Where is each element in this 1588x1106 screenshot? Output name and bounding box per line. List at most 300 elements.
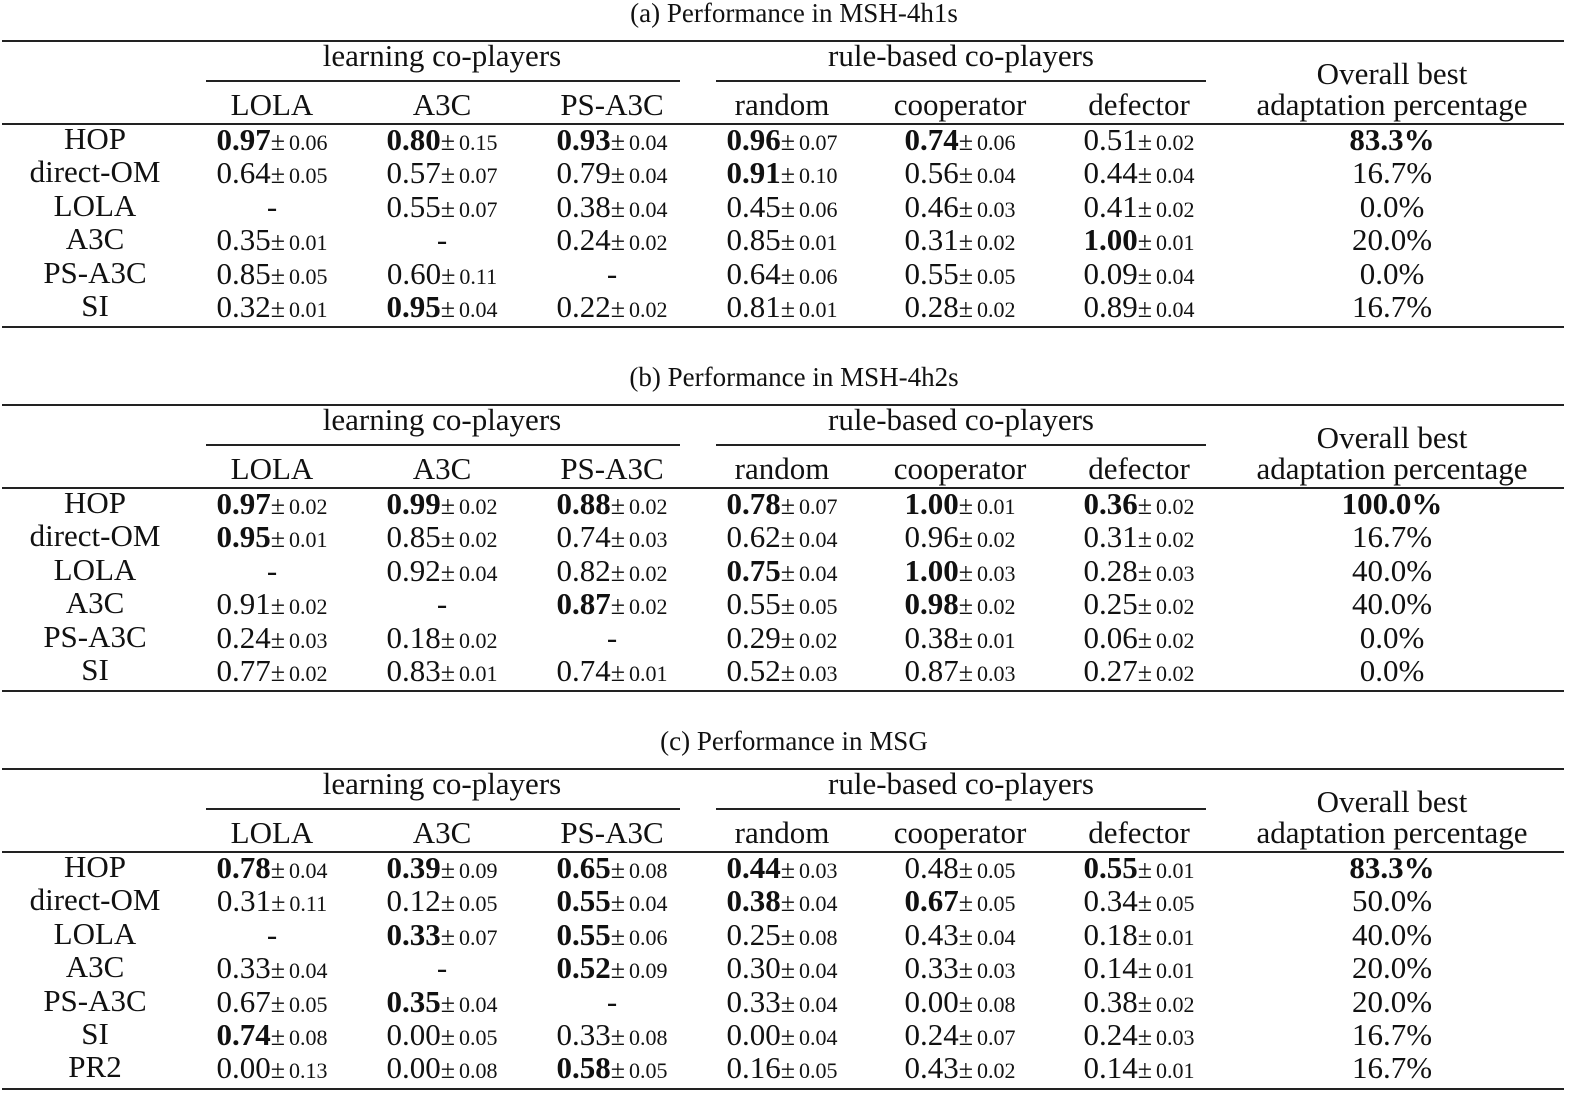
value-cell (726, 289, 837, 330)
mean-value: 0.55 (386, 188, 441, 224)
mean-value-best: 0.38 (726, 883, 781, 919)
plus-minus-sign: ± (780, 227, 796, 257)
mean-value: 0.16 (726, 1050, 781, 1086)
mean-value-best: 0.55 (556, 883, 611, 919)
std-value: 0.05 (1156, 891, 1195, 917)
mean-value-best: 0.88 (556, 486, 611, 521)
mean-value: 0.38 (556, 188, 611, 224)
plus-minus-sign: ± (1137, 988, 1153, 1018)
mean-value: 0.55 (904, 255, 959, 291)
plus-minus-sign: ± (780, 988, 796, 1018)
plus-minus-sign: ± (780, 524, 796, 554)
mean-value: 0.56 (904, 155, 959, 191)
column-header-a3c: A3C (412, 87, 472, 122)
std-value: 0.05 (977, 891, 1016, 917)
std-value: 0.02 (629, 230, 668, 256)
table-row (0, 221, 1588, 258)
plus-minus-sign: ± (780, 855, 796, 884)
mean-value: 0.00 (726, 1017, 781, 1052)
std-value: 0.11 (459, 263, 498, 289)
std-value: 0.05 (289, 163, 328, 189)
value-cell (556, 1050, 667, 1091)
plus-minus-sign: ± (610, 591, 626, 621)
group-underline-rule-based (716, 808, 1206, 810)
row-label: PS-A3C (43, 982, 147, 1018)
std-value: 0.08 (629, 1025, 668, 1050)
mean-value-best: 0.80 (386, 122, 441, 157)
row-label: A3C (65, 221, 125, 257)
std-value: 0.05 (289, 263, 328, 289)
plus-minus-sign: ± (958, 193, 974, 223)
plus-minus-sign: ± (270, 591, 286, 621)
mean-value: 0.18 (386, 619, 441, 655)
mean-value: 0.74 (556, 653, 611, 688)
plus-minus-sign: ± (610, 193, 626, 223)
std-value: 0.01 (1156, 858, 1195, 883)
plus-minus-sign: ± (958, 624, 974, 654)
plus-minus-sign: ± (1137, 491, 1153, 520)
column-header-random: random (734, 87, 830, 122)
std-value: 0.03 (1156, 1025, 1195, 1050)
bottom-rule (2, 690, 1564, 692)
mean-value: 0.67 (216, 983, 271, 1019)
mean-value: 0.24 (216, 619, 271, 655)
std-value: 0.07 (459, 196, 498, 222)
empty-cell-dash: - (266, 552, 278, 588)
plus-minus-sign: ± (610, 227, 626, 257)
mean-value: 0.38 (1083, 983, 1138, 1019)
table-row (0, 984, 1588, 1017)
plus-minus-sign: ± (610, 888, 626, 918)
plus-minus-sign: ± (610, 1055, 626, 1085)
plus-minus-sign: ± (440, 624, 456, 654)
plus-minus-sign: ± (958, 160, 974, 190)
std-value: 0.06 (629, 924, 668, 950)
column-header-lola: LOLA (230, 815, 314, 850)
row-label: PR2 (68, 1049, 122, 1085)
std-value: 0.02 (289, 594, 328, 620)
std-value: 0.05 (629, 1058, 668, 1084)
mean-value: 0.85 (386, 519, 441, 555)
table-row (0, 553, 1588, 586)
std-value: 0.15 (459, 130, 498, 155)
plus-minus-sign: ± (1137, 127, 1153, 156)
empty-cell-dash: - (606, 255, 618, 291)
plus-minus-sign: ± (958, 260, 974, 290)
empty-cell-dash: - (606, 983, 618, 1019)
mean-value: 0.00 (904, 983, 959, 1019)
std-value: 0.06 (289, 130, 328, 155)
std-value: 0.04 (1156, 163, 1195, 189)
overall-percentage: 83.3% (1349, 850, 1435, 885)
std-value: 0.01 (977, 494, 1016, 519)
empty-cell-dash: - (436, 222, 448, 258)
plus-minus-sign: ± (440, 127, 456, 156)
group-underline-learning (206, 808, 680, 810)
mean-value: 0.14 (1083, 1050, 1138, 1086)
mean-value: 0.32 (216, 289, 271, 324)
plus-minus-sign: ± (1137, 624, 1153, 654)
group-underline-learning (206, 80, 680, 82)
mean-value: 0.35 (216, 222, 271, 258)
overall-percentage: 20.0% (1351, 983, 1433, 1019)
results-table-b (0, 364, 1588, 694)
row-label: PS-A3C (43, 254, 147, 290)
mean-value: 0.57 (386, 155, 441, 191)
column-header-cooperator: cooperator (893, 451, 1027, 486)
plus-minus-sign: ± (270, 491, 286, 520)
std-value: 0.01 (1156, 924, 1195, 950)
table-row (0, 585, 1588, 622)
std-value: 0.03 (977, 560, 1016, 586)
column-header-ps-a3c: PS-A3C (560, 87, 664, 122)
value-cell (1083, 1050, 1194, 1091)
overall-percentage: 100.0% (1341, 486, 1443, 521)
mean-value: 0.48 (904, 850, 959, 885)
std-value: 0.02 (977, 297, 1016, 322)
column-header-lola: LOLA (230, 451, 314, 486)
plus-minus-sign: ± (958, 921, 974, 951)
plus-minus-sign: ± (958, 491, 974, 520)
plus-minus-sign: ± (958, 227, 974, 257)
plus-minus-sign: ± (780, 1055, 796, 1085)
value-cell (386, 289, 497, 330)
group-underline-rule-based (716, 80, 1206, 82)
plus-minus-sign: ± (780, 127, 796, 156)
plus-minus-sign: ± (440, 921, 456, 951)
table-row (0, 882, 1588, 919)
std-value: 0.04 (629, 163, 668, 189)
plus-minus-sign: ± (958, 955, 974, 985)
table-row (0, 289, 1588, 322)
group-header-learning: learning co-players (322, 766, 562, 801)
mean-value-best: 0.52 (556, 950, 611, 986)
std-value: 0.02 (289, 494, 328, 519)
group-header-learning: learning co-players (322, 402, 562, 437)
mean-value: 0.31 (904, 222, 959, 258)
plus-minus-sign: ± (780, 557, 796, 587)
plus-minus-sign: ± (440, 1055, 456, 1085)
overall-header-line1: Overall best (1316, 784, 1468, 819)
std-value: 0.02 (1156, 196, 1195, 222)
plus-minus-sign: ± (440, 888, 456, 918)
mean-value: 0.41 (1083, 188, 1138, 224)
row-label: A3C (65, 949, 125, 985)
table-row (0, 256, 1588, 289)
mean-value: 0.82 (556, 552, 611, 588)
std-value: 0.01 (1156, 230, 1195, 256)
row-label: LOLA (53, 915, 137, 951)
mean-value: 0.24 (904, 1017, 959, 1052)
plus-minus-sign: ± (270, 294, 286, 323)
overall-percentage: 40.0% (1351, 586, 1433, 622)
std-value: 0.08 (977, 991, 1016, 1017)
std-value: 0.01 (799, 230, 838, 256)
std-value: 0.02 (1156, 494, 1195, 519)
table-row (0, 653, 1588, 686)
table-caption: (b) Performance in MSH-4h2s (629, 362, 959, 392)
plus-minus-sign: ± (780, 921, 796, 951)
mean-value: 0.27 (1083, 653, 1138, 688)
table-row (0, 620, 1588, 653)
mean-value: 0.25 (1083, 586, 1138, 622)
plus-minus-sign: ± (270, 1055, 286, 1085)
column-header-random: random (734, 815, 830, 850)
std-value: 0.03 (977, 661, 1016, 686)
std-value: 0.03 (977, 196, 1016, 222)
mean-value: 0.79 (556, 155, 611, 191)
std-value: 0.04 (629, 891, 668, 917)
plus-minus-sign: ± (610, 658, 626, 687)
std-value: 0.02 (1156, 130, 1195, 155)
plus-minus-sign: ± (441, 260, 456, 290)
plus-minus-sign: ± (780, 955, 796, 985)
mean-value: 0.30 (726, 950, 781, 986)
mean-value: 0.28 (904, 289, 959, 324)
overall-percentage: 50.0% (1351, 883, 1433, 919)
table-row (0, 850, 1588, 883)
plus-minus-sign: ± (780, 160, 796, 190)
row-label: LOLA (53, 187, 137, 223)
std-value: 0.09 (629, 958, 668, 984)
overall-percentage: 16.7% (1351, 519, 1433, 555)
mean-value: 0.96 (904, 519, 959, 555)
row-label: HOP (63, 121, 127, 156)
plus-minus-sign: ± (610, 955, 626, 985)
plus-minus-sign: ± (958, 988, 974, 1018)
std-value: 0.04 (629, 130, 668, 155)
mean-value-best: 0.74 (216, 1017, 271, 1052)
mean-value: 0.00 (386, 1050, 441, 1086)
mean-value: 0.45 (726, 188, 781, 224)
mean-value: 0.33 (904, 950, 959, 986)
results-table-c (0, 728, 1588, 1092)
plus-minus-sign: ± (270, 127, 286, 156)
std-value: 0.05 (289, 991, 328, 1017)
std-value: 0.08 (799, 924, 838, 950)
std-value: 0.02 (977, 527, 1016, 553)
mean-value-best: 0.97 (216, 122, 271, 157)
std-value: 0.01 (289, 230, 328, 256)
std-value: 0.02 (1156, 594, 1195, 620)
value-cell (216, 653, 327, 694)
mean-value-best: 0.55 (556, 916, 611, 952)
plus-minus-sign: ± (610, 921, 626, 951)
plus-minus-sign: ± (271, 888, 286, 918)
plus-minus-sign: ± (780, 260, 796, 290)
mean-value-best: 0.95 (216, 519, 271, 555)
std-value: 0.02 (1156, 527, 1195, 553)
row-label: SI (81, 288, 109, 323)
mean-value: 0.52 (726, 653, 781, 688)
mean-value: 0.64 (216, 155, 271, 191)
plus-minus-sign: ± (958, 855, 974, 884)
overall-percentage: 16.7% (1351, 1050, 1433, 1086)
std-value: 0.07 (977, 1025, 1016, 1050)
value-cell (1083, 653, 1194, 694)
mean-value-best: 0.74 (904, 122, 959, 157)
mean-value: 0.44 (1083, 155, 1138, 191)
row-label: direct-OM (29, 882, 161, 918)
mean-value-best: 0.75 (726, 552, 781, 588)
std-value: 0.04 (289, 958, 328, 984)
table-caption: (a) Performance in MSH-4h1s (630, 0, 958, 28)
plus-minus-sign: ± (1137, 955, 1153, 985)
overall-percentage: 40.0% (1351, 916, 1433, 952)
column-header-cooperator: cooperator (893, 815, 1027, 850)
top-rule (2, 404, 1564, 406)
group-underline-rule-based (716, 444, 1206, 446)
overall-header-line2: adaptation percentage (1256, 815, 1528, 850)
value-cell (556, 653, 667, 694)
value-cell (216, 289, 327, 330)
std-value: 0.06 (799, 263, 838, 289)
std-value: 0.04 (977, 163, 1016, 189)
std-value: 0.04 (799, 991, 838, 1017)
value-cell (386, 653, 497, 694)
std-value: 0.02 (459, 494, 498, 519)
std-value: 0.02 (977, 230, 1016, 256)
std-value: 0.04 (799, 958, 838, 984)
mean-value: 0.31 (216, 883, 272, 919)
mean-value: 0.85 (216, 255, 271, 291)
mean-value: 0.92 (386, 552, 441, 588)
std-value: 0.02 (459, 627, 498, 653)
std-value: 0.07 (459, 163, 498, 189)
overall-percentage: 16.7% (1351, 1017, 1433, 1052)
empty-cell-dash: - (606, 619, 618, 655)
overall-header-line2: adaptation percentage (1256, 87, 1528, 122)
plus-minus-sign: ± (780, 491, 796, 520)
plus-minus-sign: ± (958, 127, 974, 156)
plus-minus-sign: ± (1137, 658, 1153, 687)
std-value: 0.01 (629, 661, 668, 686)
value-cell (556, 289, 667, 330)
overall-header-line1: Overall best (1316, 56, 1468, 91)
plus-minus-sign: ± (440, 491, 456, 520)
plus-minus-sign: ± (1137, 921, 1153, 951)
value-cell (904, 653, 1015, 694)
table-row (0, 1049, 1588, 1086)
mean-value: 0.43 (904, 916, 959, 952)
std-value: 0.02 (459, 527, 498, 553)
plus-minus-sign: ± (270, 624, 286, 654)
empty-cell-dash: - (436, 586, 448, 622)
std-value: 0.08 (289, 1025, 328, 1050)
plus-minus-sign: ± (270, 955, 286, 985)
plus-minus-sign: ± (270, 524, 286, 554)
plus-minus-sign: ± (610, 160, 626, 190)
overall-percentage: 0.0% (1359, 188, 1425, 224)
mean-value-best: 0.36 (1083, 486, 1138, 521)
mean-value: 0.55 (726, 586, 781, 622)
mean-value: 0.00 (216, 1050, 271, 1086)
mean-value-best: 0.33 (386, 916, 441, 952)
std-value: 0.04 (459, 991, 498, 1017)
mean-value: 0.64 (726, 255, 781, 291)
value-cell (726, 653, 837, 694)
std-value: 0.07 (459, 924, 498, 950)
std-value: 0.05 (459, 891, 498, 917)
plus-minus-sign: ± (958, 1022, 974, 1051)
table-row (0, 154, 1588, 191)
mean-value: 0.60 (386, 255, 442, 291)
table-row (0, 122, 1588, 155)
mean-value: 0.89 (1083, 289, 1138, 324)
std-value: 0.04 (629, 196, 668, 222)
results-table-a (0, 0, 1588, 330)
mean-value: 0.31 (1083, 519, 1138, 555)
empty-cell-dash: - (266, 916, 278, 952)
overall-percentage: 0.0% (1359, 255, 1425, 291)
plus-minus-sign: ± (440, 658, 456, 687)
column-header-defector: defector (1088, 87, 1190, 122)
table-caption: (c) Performance in MSG (660, 726, 928, 756)
plus-minus-sign: ± (958, 591, 974, 621)
mean-value: 0.14 (1083, 950, 1138, 986)
std-value: 0.08 (629, 858, 668, 883)
plus-minus-sign: ± (270, 160, 286, 190)
plus-minus-sign: ± (440, 193, 456, 223)
mean-value: 0.51 (1083, 122, 1138, 157)
value-cell (904, 289, 1015, 330)
value-cell (386, 1050, 497, 1091)
plus-minus-sign: ± (958, 658, 974, 687)
std-value: 0.04 (289, 858, 328, 883)
std-value: 0.01 (289, 297, 328, 322)
std-value: 0.05 (799, 1058, 838, 1084)
overall-percentage: 0.0% (1359, 653, 1425, 688)
empty-cell-dash: - (266, 188, 278, 224)
overall-header-line1: Overall best (1316, 420, 1468, 455)
overall-percentage: 0.0% (1359, 619, 1425, 655)
plus-minus-sign: ± (1137, 193, 1153, 223)
value-cell (726, 1050, 837, 1091)
mean-value-best: 0.39 (386, 850, 441, 885)
std-value: 0.02 (799, 627, 838, 653)
mean-value: 0.77 (216, 653, 271, 688)
plus-minus-sign: ± (780, 294, 796, 323)
row-label: HOP (63, 485, 127, 520)
std-value: 0.03 (629, 527, 668, 553)
group-header-rule-based: rule-based co-players (828, 402, 1094, 437)
mean-value: 0.74 (556, 519, 611, 555)
std-value: 0.03 (289, 627, 328, 653)
mean-value-best: 0.96 (726, 122, 781, 157)
mean-value: 0.25 (726, 916, 781, 952)
mean-value-best: 0.58 (556, 1050, 611, 1086)
std-value: 0.01 (1156, 1058, 1195, 1084)
std-value: 0.02 (977, 1058, 1016, 1084)
mean-value: 0.87 (904, 653, 959, 688)
plus-minus-sign: ± (440, 988, 456, 1018)
table-row (0, 949, 1588, 986)
std-value: 0.11 (289, 891, 328, 917)
table-row (0, 486, 1588, 519)
mean-value-best: 0.98 (904, 586, 959, 622)
plus-minus-sign: ± (958, 888, 974, 918)
plus-minus-sign: ± (780, 658, 796, 687)
mean-value-best: 0.44 (726, 850, 781, 885)
row-label: PS-A3C (43, 618, 147, 654)
plus-minus-sign: ± (270, 260, 286, 290)
group-header-rule-based: rule-based co-players (828, 766, 1094, 801)
mean-value-best: 0.78 (726, 486, 781, 521)
overall-percentage: 20.0% (1351, 950, 1433, 986)
std-value: 0.02 (1156, 627, 1195, 653)
std-value: 0.03 (799, 858, 838, 883)
mean-value: 0.28 (1083, 552, 1138, 588)
